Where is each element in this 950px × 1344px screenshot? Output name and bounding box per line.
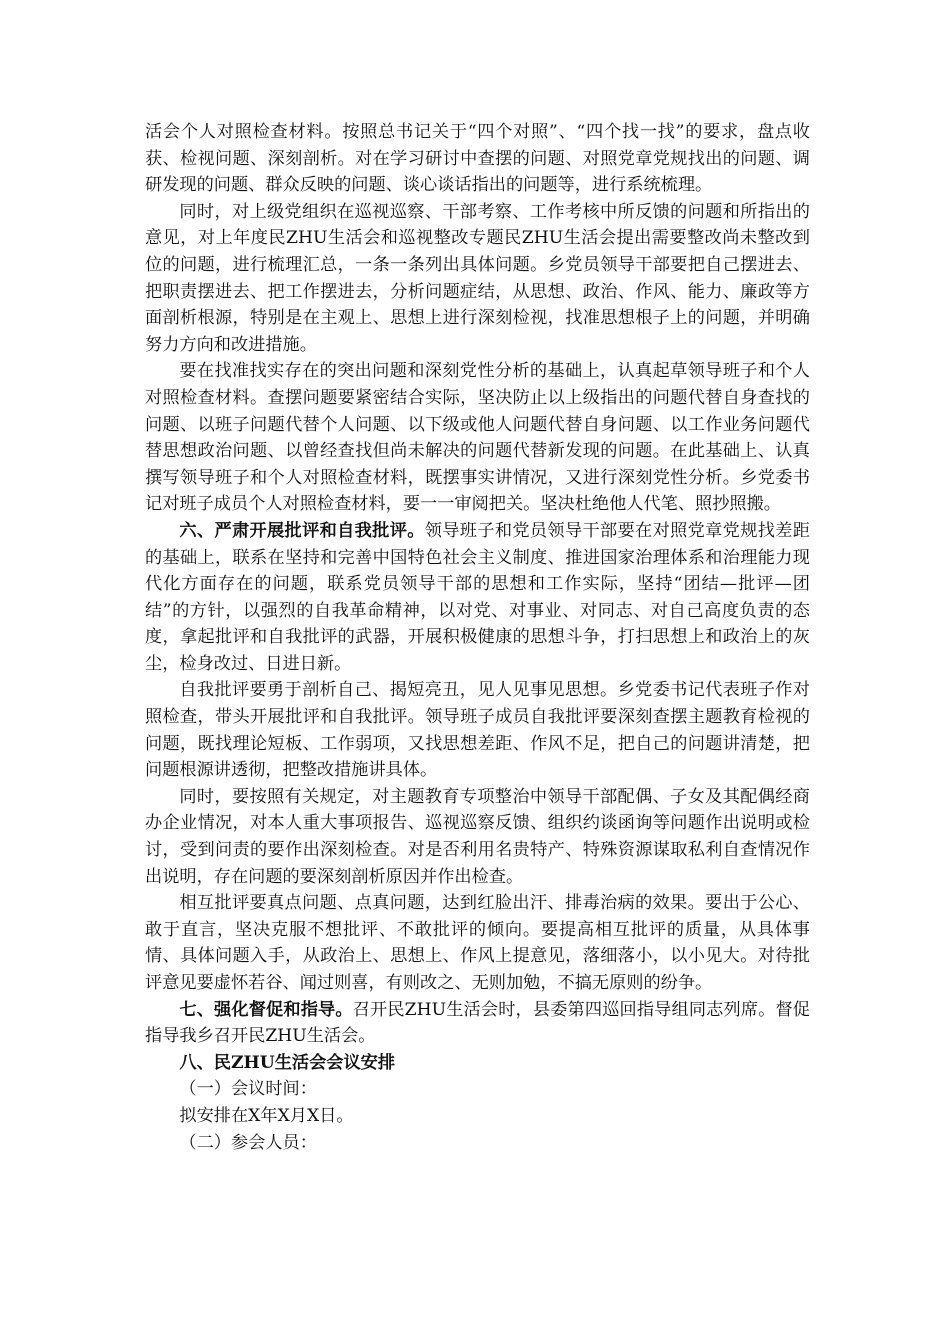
- paragraph-7-text: 相互批评要真点问题、点真问题，达到红脸出汗、排毒治病的效果。要出于公心、敢于直言，坚决克服不想批评、不敢批评的倾向。要提高相互批评的质量，从具体事情、具体问题入手，从政治上、思想上、作风上提意见，落细落小，以小见大。对待批评意见要虚怀若谷、闻过则喜，有则改之、无则加勉，不搞无原则的纷争。: [145, 893, 810, 993]
- meeting-time-label: （一）会议时间：: [179, 1079, 317, 1100]
- paragraph-6-text: 同时，要按照有关规定，对主题教育专项整治中领导干部配偶、子女及其配偶经商办企业情况，对本人重大事项报告、巡视巡察反馈、组织约谈函询等问题作出说明或检讨，受到问责的要作出深刻检查。对是否利用名贵特产、特殊资源谋取私利自查情况作出说明，存在问题的要深刻剖析原因并作出检查。: [145, 786, 810, 887]
- section-7-text: 召开民ZHU生活会时，县委第四巡回指导组同志列席。督促指导我乡召开民ZHU生活会。: [145, 999, 810, 1047]
- section-6-text: 领导班子和党员领导干部要在对照党章党规找差距的基础上，联系在坚持和完善中国特色社会主义制度、推进国家治理体系和治理能力现代化方面存在的问题，联系党员领导干部的思想和工作实际，坚持“团结—批评—团结”的方针，以强烈的自我革命精神，以对党、对事业、对同志、对自己高度负责的态度，拿起批评和自我批评的武器，开展积极健康的思想斗争，打扫思想上和政治上的灰尘，检身改过、日进日新。: [145, 520, 810, 674]
- meeting-time-label-paragraph: [145, 1076, 810, 1103]
- section-8-paragraph: [145, 1050, 810, 1077]
- paragraph-2: [145, 199, 810, 359]
- paragraph-7: [145, 890, 810, 996]
- meeting-time-value-paragraph: [145, 1103, 810, 1130]
- document-page: [145, 119, 810, 1156]
- section-6-paragraph: [145, 518, 810, 678]
- section-7-heading: 七、强化督促和指导。: [179, 999, 353, 1020]
- paragraph-5: [145, 677, 810, 783]
- paragraph-3-text: 要在找准找实存在的突出问题和深刻党性分析的基础上，认真起草领导班子和个人对照检查材料。查摆问题要紧密结合实际，坚决防止以上级指出的问题代替自身查找的问题、以班子问题代替个人问题、以下级或他人问题代替自身问题、以工作业务问题代替思想政治问题、以曾经查找但尚未解决的问题代替新发现的问题。在此基础上、认真撰写领导班子和个人对照检查材料，既摆事实讲情况，又进行深刻党性分析。乡党委书记对班子成员个人对照检查材料，要一一审阅把关。坚决杜绝他人代笔、照抄照搬。: [145, 361, 810, 515]
- section-8-heading: 八、民ZHU生活会会议安排: [179, 1052, 396, 1073]
- paragraph-1-text: 活会个人对照检查材料。按照总书记关于“四个对照”、“四个找一找”的要求，盘点收获、检视问题、深刻剖析。对在学习研讨中查摆的问题、对照党章党规找出的问题、调研发现的问题、群众反映的问题、谈心谈话指出的问题等，进行系统梳理。: [145, 122, 810, 196]
- paragraph-2-text: 同时，对上级党组织在巡视巡察、干部考察、工作考核中所反馈的问题和所指出的意见，对上年度民ZHU生活会和巡视整改专题民ZHU生活会提出需要整改尚未整改到位的问题，进行梳理汇总，一条一条列出具体问题。乡党员领导干部要把自己摆进去、把职责摆进去、把工作摆进去，分析问题症结，从思想、政治、作风、能力、廉政等方面剖析根源，特别是在主观上、思想上进行深刻检视，找准思想根子上的问题，并明确努力方向和改进措施。: [145, 201, 810, 355]
- paragraph-6: [145, 784, 810, 890]
- section-6-heading: 六、严肃开展批评和自我批评。: [179, 520, 425, 541]
- paragraph-3: [145, 358, 810, 518]
- attendees-label: （二）参会人员：: [179, 1132, 317, 1153]
- section-7-paragraph: [145, 997, 810, 1050]
- paragraph-1: [145, 119, 810, 199]
- paragraph-5-text: 自我批评要勇于剖析自己、揭短亮丑，见人见事见思想。乡党委书记代表班子作对照检查，带头开展批评和自我批评。领导班子成员自我批评要深刻查摆主题教育检视的问题，既找理论短板、工作弱项，又找思想差距、作风不足，把自己的问题讲清楚，把问题根源讲透彻，把整改措施讲具体。: [145, 680, 810, 781]
- attendees-label-paragraph: [145, 1130, 810, 1157]
- meeting-time-value: 拟安排在X年X月X日。: [179, 1105, 354, 1126]
